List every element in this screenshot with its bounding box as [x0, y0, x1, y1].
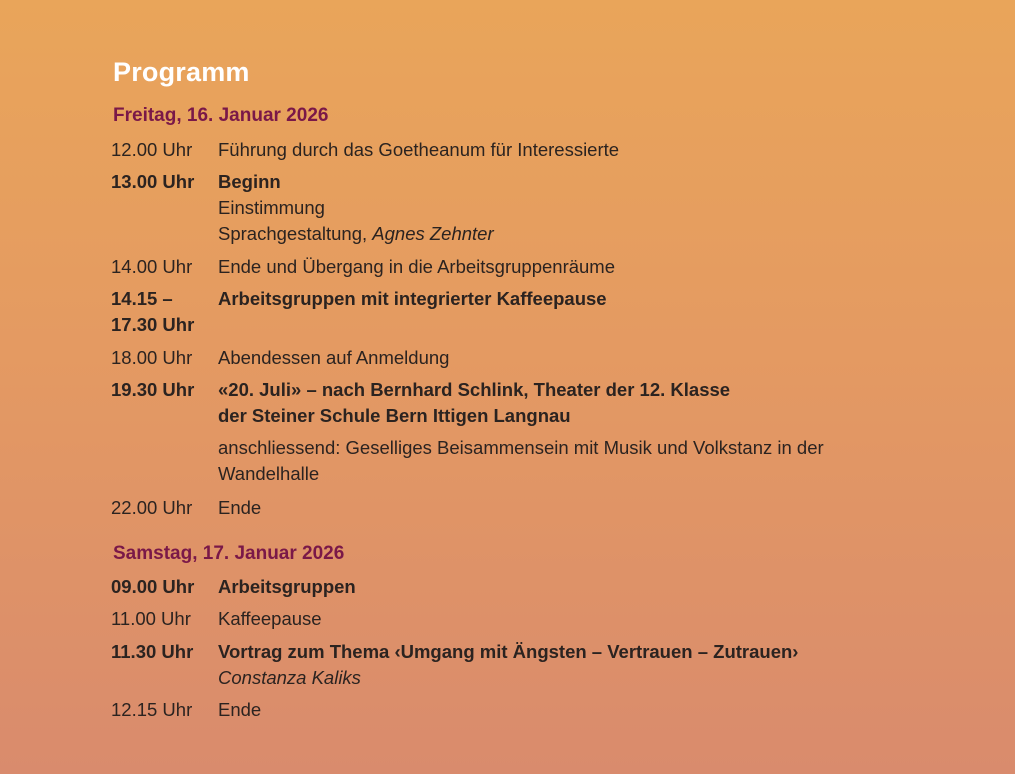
description-line: Einstimmung	[218, 197, 325, 218]
row-time: 09.00 Uhr	[111, 576, 195, 597]
row-description	[218, 495, 918, 521]
day-header-saturday: Samstag, 17. Januar 2026	[113, 543, 345, 564]
day-header-friday: Freitag, 16. Januar 2026	[113, 105, 329, 126]
description-line: Vortrag zum Thema ‹Umgang mit Ängsten – Vertrauen – Zutrauen›	[218, 641, 799, 662]
description-line: Wandelhalle	[218, 463, 320, 484]
description-line: Ende	[218, 497, 262, 518]
row-description	[218, 639, 918, 691]
description-line	[218, 221, 918, 247]
row-description	[218, 606, 918, 632]
row-time: 22.00 Uhr	[111, 497, 193, 518]
row-description	[218, 345, 918, 371]
row-description	[218, 254, 918, 280]
description-line: «20. Juli» – nach Bernhard Schlink, Theater der 12. Klasse	[218, 379, 731, 400]
row-time: 11.00 Uhr	[111, 608, 191, 629]
row-time: 12.15 Uhr	[111, 699, 193, 720]
description-line: Kaffeepause	[218, 608, 322, 629]
row-description	[218, 169, 918, 247]
row-description	[218, 574, 918, 600]
description-line: Führung durch das Goetheanum für Interessierte	[218, 139, 620, 160]
row-description	[218, 377, 918, 487]
row-time	[111, 286, 211, 338]
row-time: 19.30 Uhr	[111, 379, 195, 400]
row-time: 11.30 Uhr	[111, 641, 194, 662]
description-text: Sprachgestaltung,	[218, 223, 373, 244]
description-line: Beginn	[218, 171, 281, 192]
page-title: Programm	[113, 57, 250, 87]
description-line: Arbeitsgruppen mit integrierter Kaffeepause	[218, 288, 607, 309]
description-line: Ende	[218, 699, 262, 720]
description-line: Abendessen auf Anmeldung	[218, 347, 450, 368]
row-description	[218, 697, 918, 723]
description-line: Ende und Übergang in die Arbeitsgruppenräume	[218, 256, 616, 277]
description-line: der Steiner Schule Bern Ittigen Langnau	[218, 405, 571, 426]
row-description	[218, 137, 918, 163]
speaker-name: Agnes Zehnter	[372, 223, 494, 244]
row-time: 14.00 Uhr	[111, 256, 193, 277]
time-end: 17.30 Uhr	[111, 314, 195, 335]
description-line: Arbeitsgruppen	[218, 576, 356, 597]
row-time: 13.00 Uhr	[111, 171, 195, 192]
row-description	[218, 286, 918, 312]
row-time: 18.00 Uhr	[111, 347, 193, 368]
row-time: 12.00 Uhr	[111, 139, 193, 160]
time-start: 14.15 –	[111, 288, 173, 309]
description-line: anschliessend: Geselliges Beisammensein mit Musik und Volkstanz in der	[218, 437, 824, 458]
speaker-name: Constanza Kaliks	[218, 667, 361, 688]
